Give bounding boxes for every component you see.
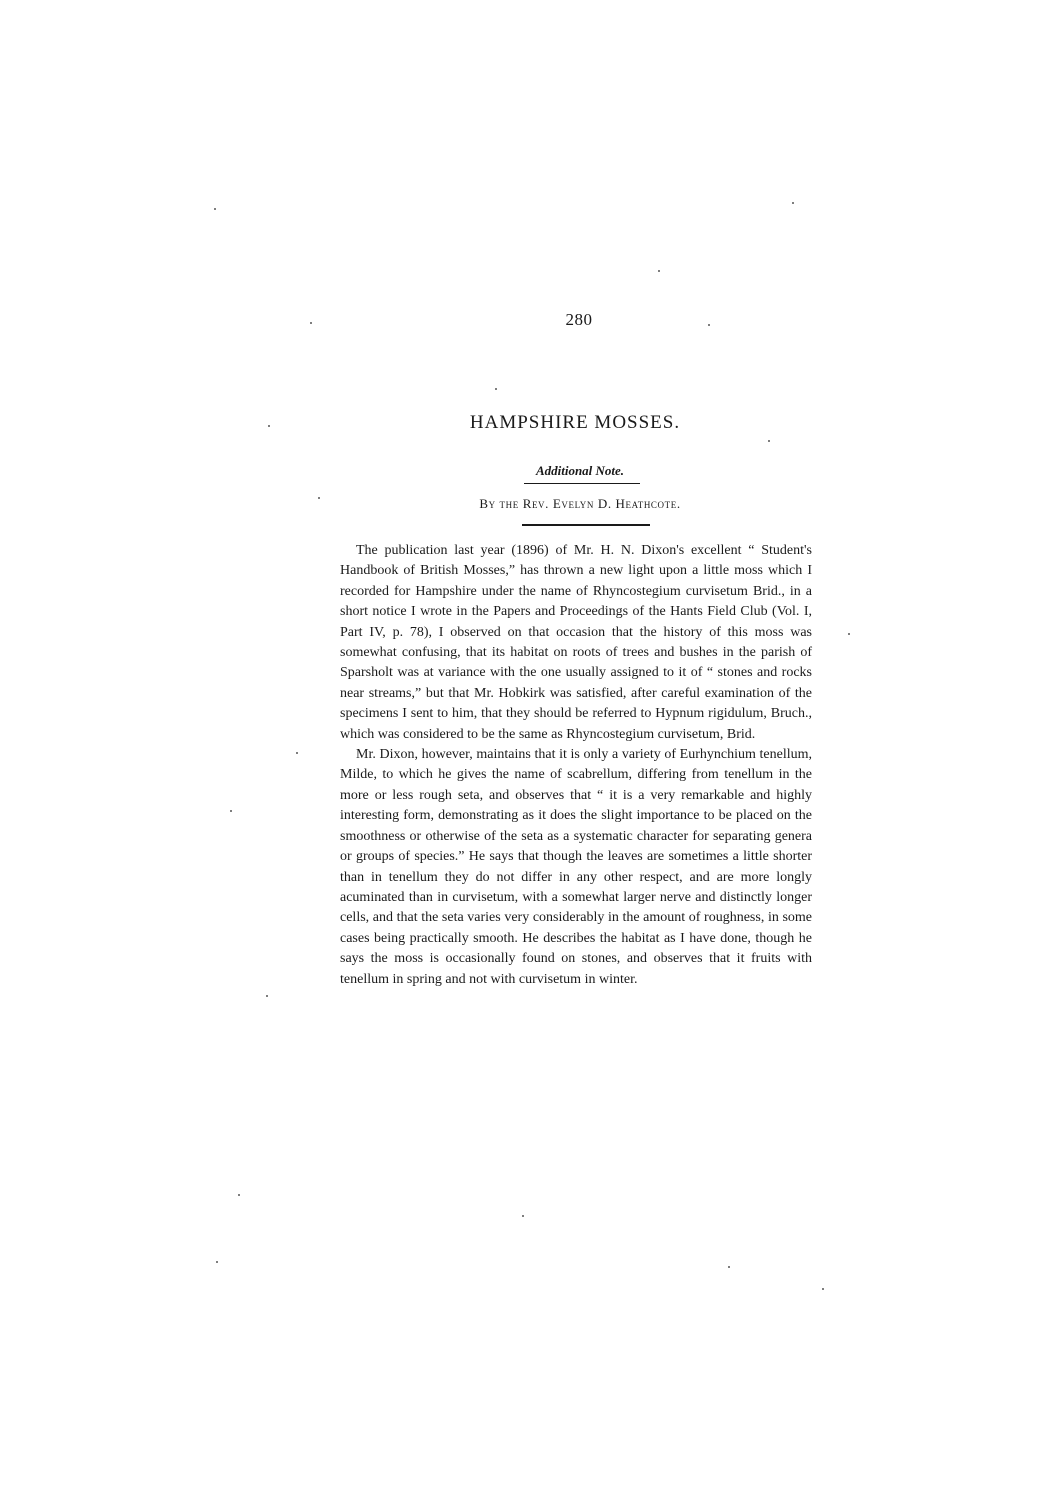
scan-speck [268, 425, 270, 427]
scan-speck [708, 324, 710, 326]
scan-speck [296, 752, 298, 754]
scan-speck [310, 322, 312, 324]
scan-speck [768, 440, 770, 442]
scan-speck [214, 208, 216, 210]
title-divider [524, 483, 640, 484]
scan-speck [266, 995, 268, 997]
scan-speck [848, 633, 850, 635]
article-body [340, 541, 812, 990]
scan-speck [792, 202, 794, 204]
article-byline: By the Rev. Evelyn D. Heathcote. [479, 496, 681, 511]
paragraph: The publication last year (1896) of Mr. H. N. Dixon's excellent “ Student's Handbook of British Mosses,” has thrown a new light upon a little moss which I recorded for Hampshire under the name of Rhyncostegium curvisetum Brid., in a short notice I wrote in the Papers and Proceedings of the Hants Field Club (Vol. I, Part IV, p. 78), I observed on that occasion that the history of this moss was somewhat confusing, that its habitat on roots of trees and bushes in the parish of Sparsholt was at variance with the one usually assigned to it of “ stones and rocks near streams,” but that Mr. Hobkirk was satisfied, after careful examination of the specimens I sent to him, that they should be referred to Hypnum rigidulum, Bruch., which was considered to be the same as Rhyncostegium curvisetum, Brid. [340, 543, 812, 742]
article-title: HAMPSHIRE MOSSES. [469, 412, 681, 433]
scan-speck [822, 1288, 824, 1290]
scan-speck [728, 1266, 730, 1268]
scan-speck [522, 1215, 524, 1217]
scan-speck [230, 810, 232, 812]
paragraph: Mr. Dixon, however, maintains that it is only a variety of Eurhynchium tenellum, Milde, to which he gives the name of scabrellum, differing from tenellum in the more or less rough seta, and observes that “ it is a very remarkable and highly interesting form, demonstrating as it does the slight importance to be placed on the smoothness or otherwise of the seta as a systematic character for separating genera or groups of species.” He says that though the leaves are sometimes a little shorter than in tenellum they do not differ in any other respect, and are more longly acuminated than in curvisetum, with a somewhat larger nerve and distinctly longer cells, and that the seta varies very considerably in the amount of roughness, in some cases being practically smooth. He describes the habitat as I have done, though he says the moss is occasionally found on stones, and observes that it fruits with tenellum in spring and not with curvisetum in winter. [340, 747, 812, 987]
scan-speck [318, 497, 320, 499]
scan-speck [238, 1194, 240, 1196]
scan-speck [495, 388, 497, 390]
article-subtitle: Additional Note. [535, 463, 625, 478]
byline-divider [522, 524, 650, 526]
scan-speck [658, 270, 660, 272]
scan-speck [216, 1261, 218, 1263]
page-number: 280 [565, 310, 593, 329]
